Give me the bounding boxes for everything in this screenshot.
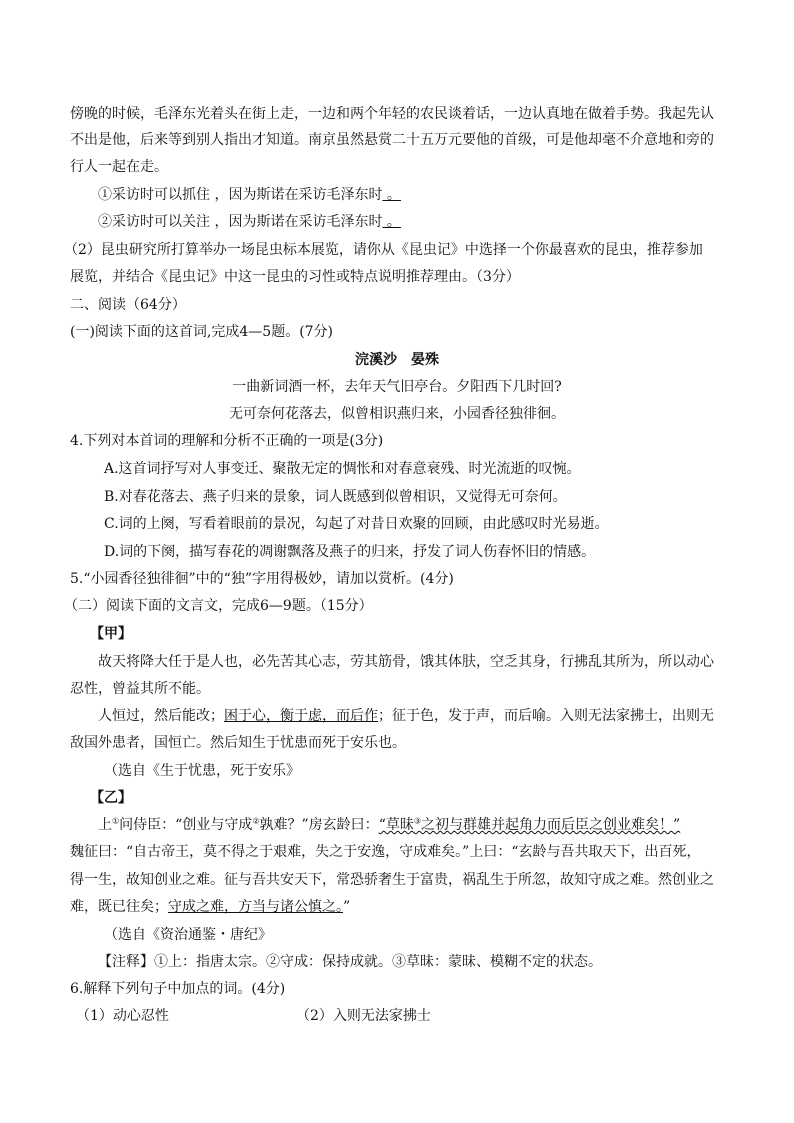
q2-line-2: 展览，并结合《昆虫记》中这一昆虫的习性或特点说明推荐理由。（3分） [70, 269, 520, 285]
q1-option-1-text: ①采访时可以抓住 ，因为斯诺在采访毛泽东时 [98, 187, 383, 203]
q6-stem: 6.解释下列句子中加点的词。(4分) [70, 981, 286, 997]
q1-option-1 [98, 185, 401, 205]
poem-line-1: 一曲新词酒一杯，去年天气旧亭台。夕阳西下几时回? [232, 379, 562, 395]
yi-line-1 [98, 815, 680, 835]
jia-p2-line-2: 敌国外患者，国恒亡。然后知生于忧患而死于安乐也。 [70, 735, 406, 751]
intro-line-3: 行人一起在走。 [70, 159, 168, 175]
q4-stem: 4.下列对本首词的理解和分析不正确的一项是(3分) [70, 433, 384, 449]
q4-option-b: B.对春花落去、燕子归来的景象，词人既感到似曾相识，又觉得无可奈何。 [104, 489, 567, 505]
poem-line-2: 无可奈何花落去，似曾相识燕归来，小园香径独徘徊。 [229, 406, 565, 422]
intro-line-1: 傍晚的时候，毛泽东光着头在街上走，一边和两个年轻的农民谈着话，一边认真地在做着手势。我起先认 [70, 106, 714, 122]
yi-annotation: 【注释】①上：指唐太宗。②守成：保持成就。③草昧：蒙昧、模糊不定的状态。 [98, 954, 602, 970]
note-marker-3: ③ [413, 816, 422, 826]
q1-option-2 [98, 212, 401, 232]
jia-label: 【甲】 [90, 626, 132, 642]
yi-text-a: 上 [98, 817, 112, 833]
yi-line-4 [70, 897, 350, 917]
yi-wavy-text-1: “草昧 [378, 817, 414, 833]
q5: 5.“小园香径独徘徊”中的“独”字用得极妙，请加以赏析。(4分) [70, 571, 454, 587]
q6-item-1: （1）动心忍性 [76, 1008, 169, 1024]
jia-p2-text-b: ；征于色，发于声，而后喻。入则无法家拂士，出则无 [378, 708, 714, 724]
q6-item-2: （2）入则无法家拂士 [296, 1008, 431, 1024]
part-1-heading: (一)阅读下面的这首词,完成4—5题。(7分) [70, 324, 334, 340]
note-marker-1: ① [112, 816, 120, 826]
poem-title: 浣溪沙 晏殊 [355, 352, 439, 368]
yi-label: 【乙】 [90, 790, 132, 806]
q2-line-1: （2）昆虫研究所打算举办一场昆虫标本展览，请你从《昆虫记》中选择一个你最喜欢的昆虫，推荐参加 [64, 242, 703, 258]
note-marker-2: ② [252, 816, 260, 826]
jia-p2-line-1 [98, 706, 714, 726]
yi-wavy-underlined [379, 817, 681, 833]
yi-l4-underlined: 守成之难，方当与诸公慎之。 [168, 899, 343, 915]
yi-text-b: 问侍臣：“创业与守成 [119, 817, 253, 833]
jia-p1-line-2: 忍性，曾益其所不能。 [70, 681, 210, 697]
jia-p2-text-a: 人恒过，然后能改； [98, 708, 224, 724]
yi-l4-text-a: 难，既已往矣； [70, 899, 168, 915]
intro-line-2: 不出是他，后来等到别人指出才知道。南京虽然悬赏二十五万元要他的首级，可是他却毫不介意地和旁的 [70, 132, 714, 148]
q1-option-2-blank: 。 [382, 214, 401, 230]
yi-l4-text-b: ” [343, 899, 351, 915]
yi-source: （选自《资治通鉴・唐纪》 [104, 927, 272, 943]
yi-line-3: 得一生，故知创业之难。征与吾共安天下，常恐骄奢生于富贵，祸乱生于所忽，故知守成之难。然创业之 [70, 872, 714, 888]
jia-p2-underlined: 困于心，衡于虑，而后作 [224, 708, 378, 724]
section-2-heading: 二、阅读（64分） [70, 297, 186, 313]
q1-option-1-blank: 。 [382, 187, 401, 203]
yi-text-c: 孰难？”房玄龄曰： [259, 817, 379, 833]
q4-option-d: D.词的下阕，描写春花的凋谢飘落及燕子的归来，抒发了词人伤春怀旧的情感。 [104, 544, 596, 560]
q4-option-c: C.词的上阕，写看着眼前的景况，勾起了对昔日欢聚的回顾，由此感叹时光易逝。 [104, 516, 609, 532]
jia-source: （选自《生于忧患，死于安乐》 [104, 763, 300, 779]
part-2-heading: （二）阅读下面的文言文，完成6—9题。（15分） [64, 598, 373, 614]
jia-p1-line-1: 故天将降大任于是人也，必先苦其心志，劳其筋骨，饿其体肤，空乏其身，行拂乱其所为，所以动心 [98, 654, 714, 670]
q4-option-a: A.这首词抒写对人事变迁、聚散无定的惆怅和对春意衰残、时光流逝的叹惋。 [104, 461, 581, 477]
q1-option-2-text: ②采访时可以关注 ，因为斯诺在采访毛泽东时 [98, 214, 383, 230]
yi-wavy-text-2: 之初与群雄并起角力而后臣之创业难矣！” [421, 817, 681, 833]
yi-line-2: 魏征曰：“自古帝王，莫不得之于艰难，失之于安逸，守成难矣。”上曰：“玄龄与吾共取天下，出百死， [70, 844, 701, 860]
